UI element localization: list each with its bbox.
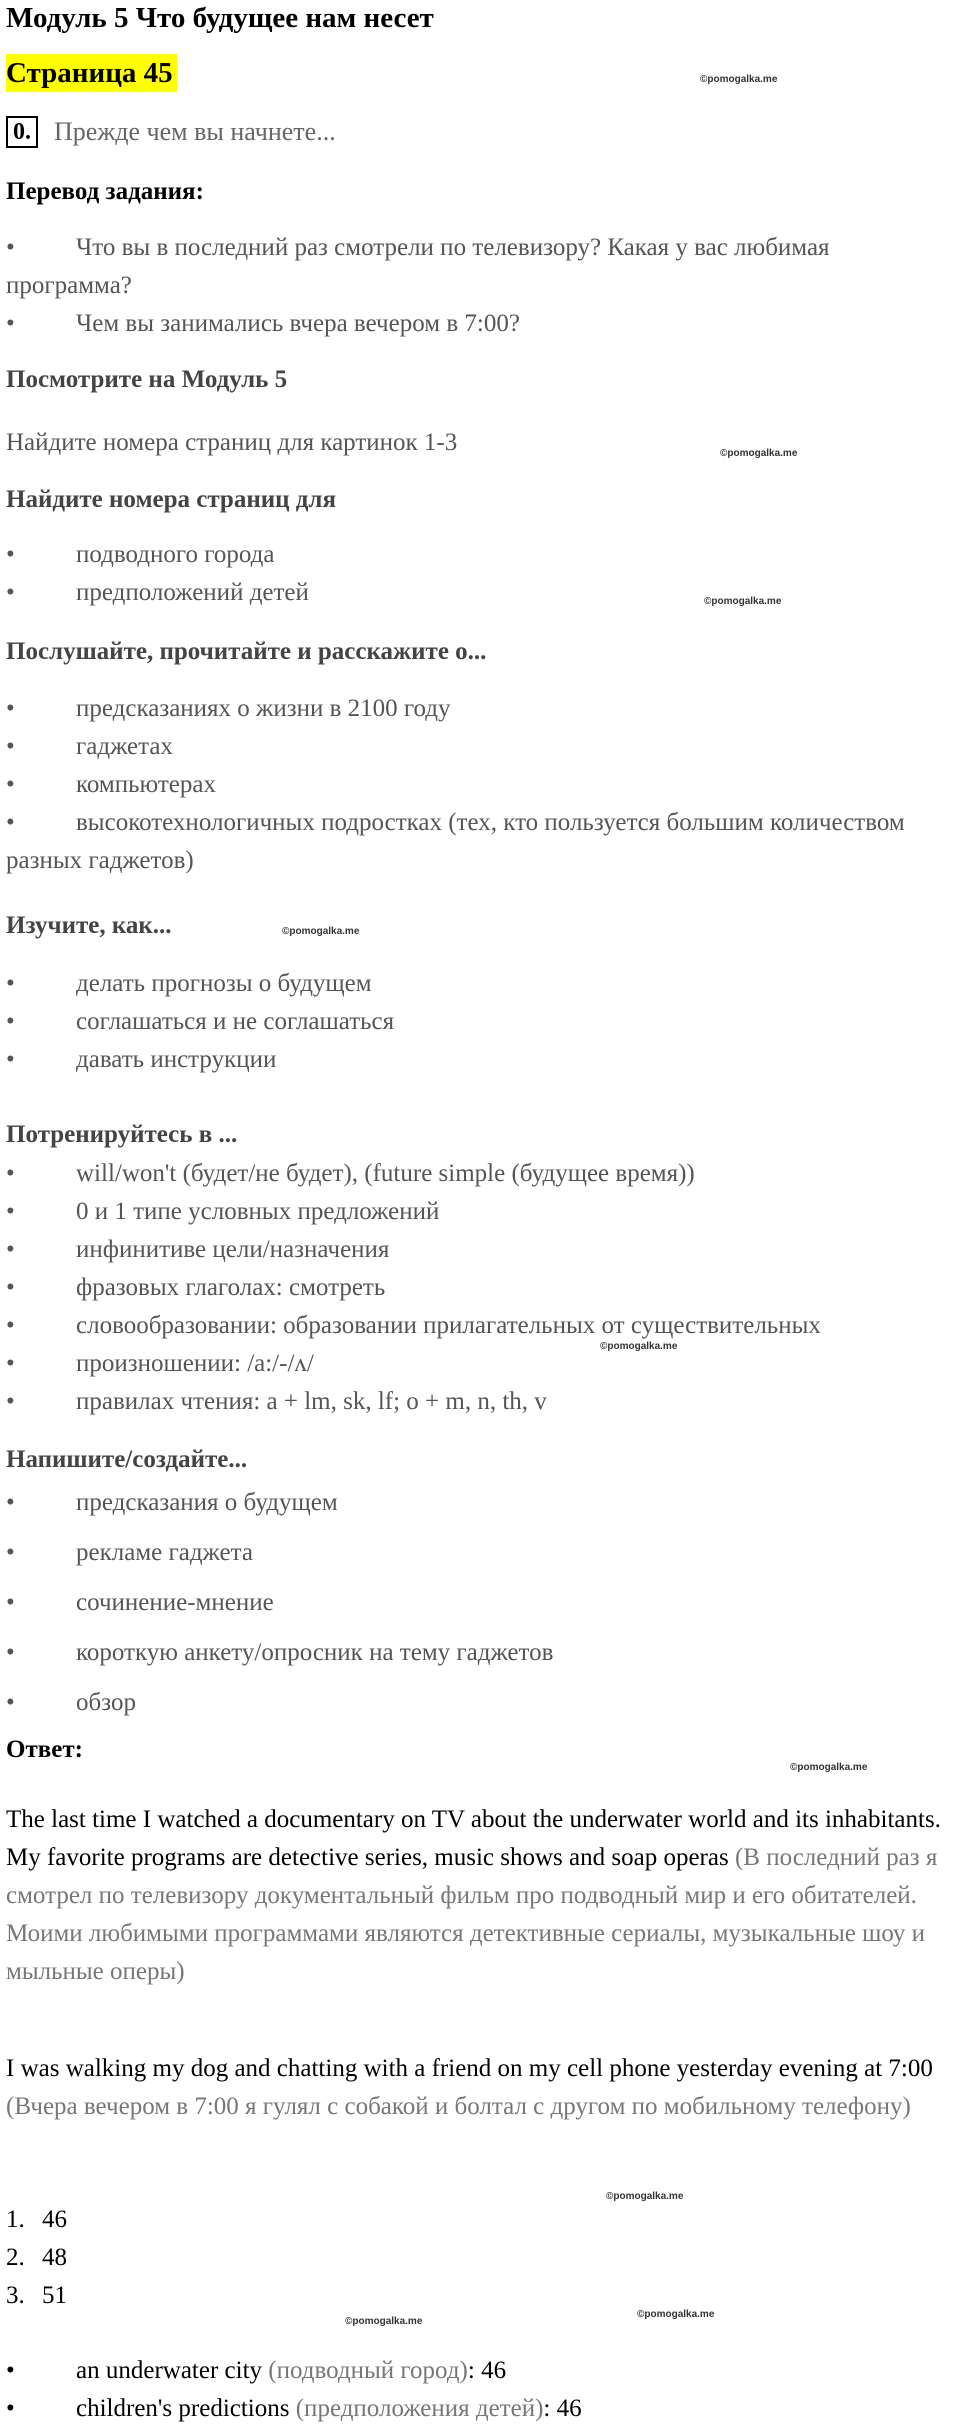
list-item: • will/won't (будет/не будет), (future simple (будущее время)) [6,1155,956,1193]
watermark: ©pomogalka.me [704,596,782,607]
list-item: • делать прогнозы о будущем [6,965,956,1003]
pages-list [6,2201,67,2315]
list-item: • произношении: /a:/-/ʌ/ [6,1345,956,1383]
find-pages-text: Найдите номера страниц для картинок 1-3 [6,429,458,456]
list-item: 1. 46 [6,2206,67,2233]
watermark: ©pomogalka.me [637,2309,715,2320]
list-item: 3. 51 [6,2282,67,2309]
answer-2-en: I was walking my dog and chatting with a friend on my cell phone yesterday evening at 7:00 [6,2055,933,2082]
list-item: • Что вы в последний раз смотрели по телевизору? Какая у вас любимая программа? [6,229,956,305]
list-item: • высокотехнологичных подростках (тех, кто пользуется большим количеством разных гаджетов) [6,804,956,880]
watermark: ©pomogalka.me [720,448,798,459]
listen-list [6,690,956,880]
list-item: • подводного города [6,536,956,574]
list-item: • гаджетах [6,728,956,766]
list-item: • Чем вы занимались вчера вечером в 7:00? [6,305,956,343]
find-list [6,536,956,612]
watermark: ©pomogalka.me [700,74,778,85]
list-item: • рекламе гаджета [6,1528,956,1578]
list-item: 2. 48 [6,2244,67,2271]
learn-heading: Изучите, как... [6,912,172,939]
list-item: • сочинение-мнение [6,1578,956,1628]
answer-heading: Ответ: [6,1736,83,1763]
list-item: • соглашаться и не соглашаться [6,1003,956,1041]
list-item: • короткую анкету/опросник на тему гаджетов [6,1628,956,1678]
practise-list [6,1155,956,1421]
list-item: • предсказаниях о жизни в 2100 году [6,690,956,728]
list-item: • инфинитиве цели/назначения [6,1231,956,1269]
list-item: • компьютерах [6,766,956,804]
page-label: Страница 45 [6,54,177,92]
list-item: • an underwater city (подводный город): 46 [6,2352,956,2390]
watermark: ©pomogalka.me [600,1341,678,1352]
watermark: ©pomogalka.me [345,2316,423,2327]
watermark: ©pomogalka.me [606,2191,684,2202]
write-list [6,1478,956,1728]
list-item: • фразовых глаголах: смотреть [6,1269,956,1307]
questions-list [6,229,956,343]
learn-list [6,965,956,1079]
listen-heading: Послушайте, прочитайте и расскажите о... [6,638,487,665]
final-list [6,2352,956,2428]
translation-heading: Перевод задания: [6,178,204,205]
list-item: • предположений детей [6,574,956,612]
watermark: ©pomogalka.me [282,926,360,937]
find-heading: Найдите номера страниц для [6,486,336,513]
answer-1-en: The last time I watched a documentary on TV about the underwater world and its inhabitants. My favorite programs are detective series, music shows and soap operas [6,1806,941,1871]
list-item: • обзор [6,1678,956,1728]
list-item: • предсказания о будущем [6,1478,956,1528]
answer-1 [6,1801,956,1991]
write-heading: Напишите/создайте... [6,1446,248,1473]
list-item: • children's predictions (предположения детей): 46 [6,2390,956,2428]
task-line [6,114,336,150]
answer-1-ru: (В последний раз я смотрел по телевизору документальный фильм про подводный мир и его обитателей. Моими любимыми программами являются детективные сериалы, музыкальные шоу и мыльные оперы) [6,1844,938,1985]
task-number: 0. [6,116,38,148]
list-item: • правилах чтения: a + lm, sk, lf; o + m, n, th, v [6,1383,956,1421]
look-heading: Посмотрите на Модуль 5 [6,366,288,393]
answer-2-ru: (Вчера вечером в 7:00 я гулял с собакой и болтал с другом по мобильному телефону) [6,2093,911,2120]
task-text: Прежде чем вы начнете... [54,117,336,146]
practise-heading: Потренируйтесь в ... [6,1121,238,1148]
module-title: Модуль 5 Что будущее нам несет [6,2,434,34]
answer-2 [6,2050,956,2126]
list-item: • 0 и 1 типе условных предложений [6,1193,956,1231]
list-item: • словообразовании: образовании прилагательных от существительных [6,1307,956,1345]
list-item: • давать инструкции [6,1041,956,1079]
watermark: ©pomogalka.me [790,1762,868,1773]
